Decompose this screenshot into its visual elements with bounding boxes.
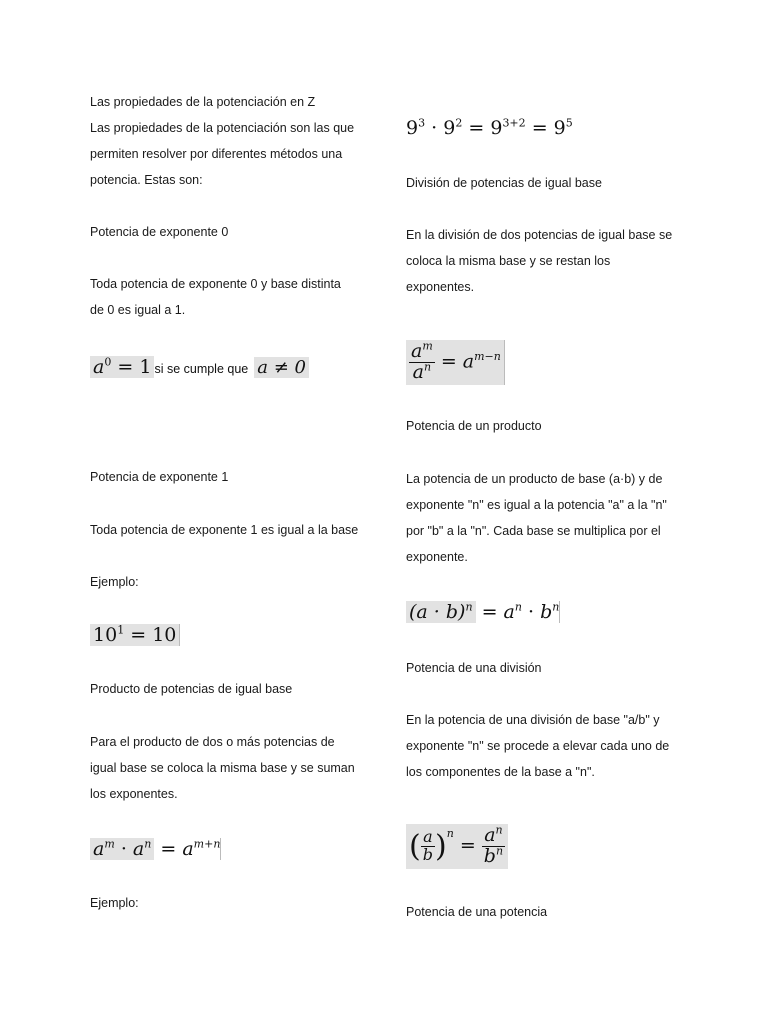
exp1-formula: $10^1 = 10$ <box>90 624 180 646</box>
product-power-desc-line: La potencia de un producto de base (a·b) y de <box>406 472 663 486</box>
exp0-condition-text: si se cumple que <box>154 362 249 376</box>
exp0-formula: $a^0 = 1$ si se cumple que a ≠ 0 <box>90 356 309 378</box>
exp1-heading: Potencia de exponente 1 <box>90 470 229 484</box>
division-desc-line: En la división de dos potencias de igual base se <box>406 228 673 242</box>
division-power-desc-line: los componentes de la base a "n". <box>406 765 595 779</box>
document-title: Las propiedades de la potenciación en Z <box>90 95 316 109</box>
product-formula: $a^m \cdot a^n = a^{m+n}$ <box>90 838 221 860</box>
product-desc-line: igual base se coloca la misma base y se suman <box>90 761 355 775</box>
division-power-formula: ( $\frac{a}{b}$ )$^n$ = $\frac{a^n}{b^n}$ <box>406 824 508 869</box>
division-power-desc-line: En la potencia de una división de base "a/b" y <box>406 713 660 727</box>
division-power-desc-line: exponente "n" se procede a elevar cada uno de <box>406 739 670 753</box>
intro-line: Las propiedades de la potenciación son las que <box>90 121 355 135</box>
division-formula: $\frac{a^m}{a^n}$ = $a^{m-n}$ <box>406 340 505 385</box>
product-example-label: Ejemplo: <box>90 896 139 910</box>
power-of-power-heading: Potencia de una potencia <box>406 905 548 919</box>
product-example-formula: $9^3 \cdot 9^2 = 9^{3+2} = 9^5$ <box>406 116 573 139</box>
product-power-heading: Potencia de un producto <box>406 419 542 433</box>
intro-line: potencia. Estas son: <box>90 173 203 187</box>
exp1-desc: Toda potencia de exponente 1 es igual a la base <box>90 523 359 537</box>
exp0-desc-line: Toda potencia de exponente 0 y base distinta <box>90 277 341 291</box>
division-heading: División de potencias de igual base <box>406 176 602 190</box>
division-power-heading: Potencia de una división <box>406 661 542 675</box>
division-desc-line: coloca la misma base y se restan los <box>406 254 611 268</box>
product-power-formula: $(a \cdot b)^n = a^n \cdot b^n$ <box>406 601 560 623</box>
product-power-desc-line: exponente "n" es igual a la potencia "a" a la "n" <box>406 498 667 512</box>
division-desc-line: exponentes. <box>406 280 475 294</box>
product-heading: Producto de potencias de igual base <box>90 682 293 696</box>
exp0-desc-line: de 0 es igual a 1. <box>90 303 186 317</box>
product-power-desc-line: por "b" a la "n". Cada base se multiplica por el <box>406 524 661 538</box>
product-power-desc-line: exponente. <box>406 550 468 564</box>
intro-line: permiten resolver por diferentes métodos una <box>90 147 343 161</box>
product-desc-line: los exponentes. <box>90 787 178 801</box>
exp0-heading: Potencia de exponente 0 <box>90 225 229 239</box>
product-desc-line: Para el producto de dos o más potencias de <box>90 735 335 749</box>
exp1-example-label: Ejemplo: <box>90 575 139 589</box>
